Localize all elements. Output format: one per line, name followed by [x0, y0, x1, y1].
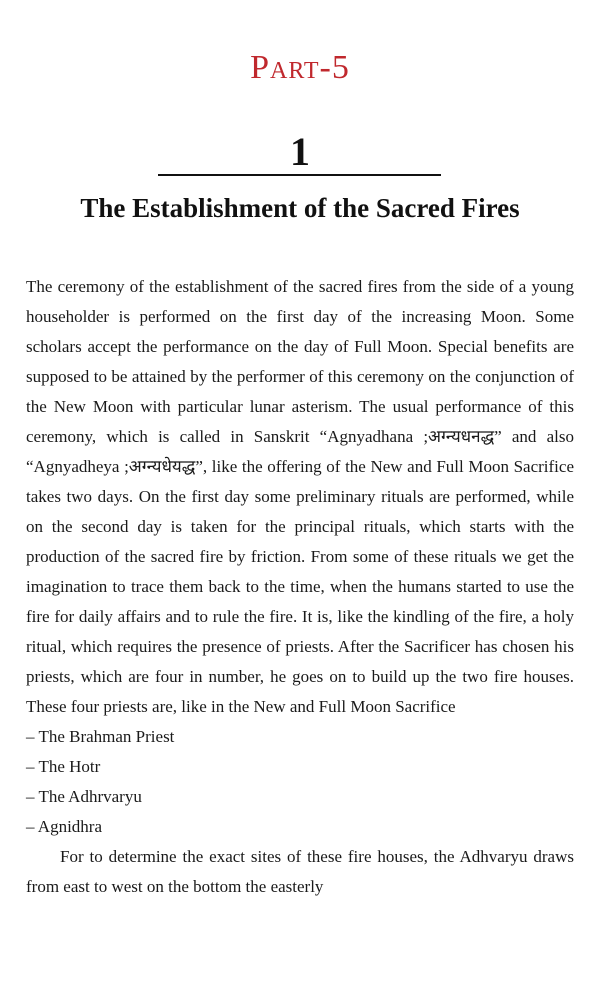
- paragraph-2: For to determine the exact sites of these fire houses, the Adhvaryu draws from east to west on the bottom the easterly: [26, 847, 574, 896]
- chapter-title: The Establishment of the Sacred Fires: [80, 193, 520, 223]
- part-heading: Part-5: [250, 49, 350, 86]
- list-item: – The Brahman Priest: [26, 727, 175, 746]
- list-item: – The Hotr: [26, 757, 101, 776]
- chapter-number: 1: [290, 129, 310, 174]
- chapter-divider: [158, 174, 441, 176]
- list-item: – Agnidhra: [26, 817, 103, 836]
- body-text: [26, 272, 574, 902]
- paragraph-1: The ceremony of the establishment of the sacred fires from the side of a young householder is performed on the first day of the increasing Moon. Some scholars accept the performance on the day of Full Moon. Special benefits are supposed to be attained by the performer of this ceremony on the conjunction of the New Moon with particular lunar asterism. The usual performance of this ceremony, which is called in Sanskrit “Agnyadhana ;अग्न्यधनद्ध” and also “Agnyadheya ;अग्न्यधेयद्ध”, like the offering of the New and Full Moon Sacrifice takes two days. On the first day some preliminary rituals are performed, while on the second day is taken for the principal rituals, which starts with the production of the sacred fire by friction. From some of these rituals we get the imagination to trace them back to the time, when the humans started to use the fire for daily affairs and to rule the fire. It is, like the kindling of the fire, a holy ritual, which requires the presence of priests. After the Sacrificer has chosen his priests, which are four in number, he goes on to build up the two fire houses. These four priests are, like in the New and Full Moon Sacrifice: [26, 277, 574, 716]
- priest-list: [26, 722, 574, 842]
- list-item: – The Adhrvaryu: [26, 787, 142, 806]
